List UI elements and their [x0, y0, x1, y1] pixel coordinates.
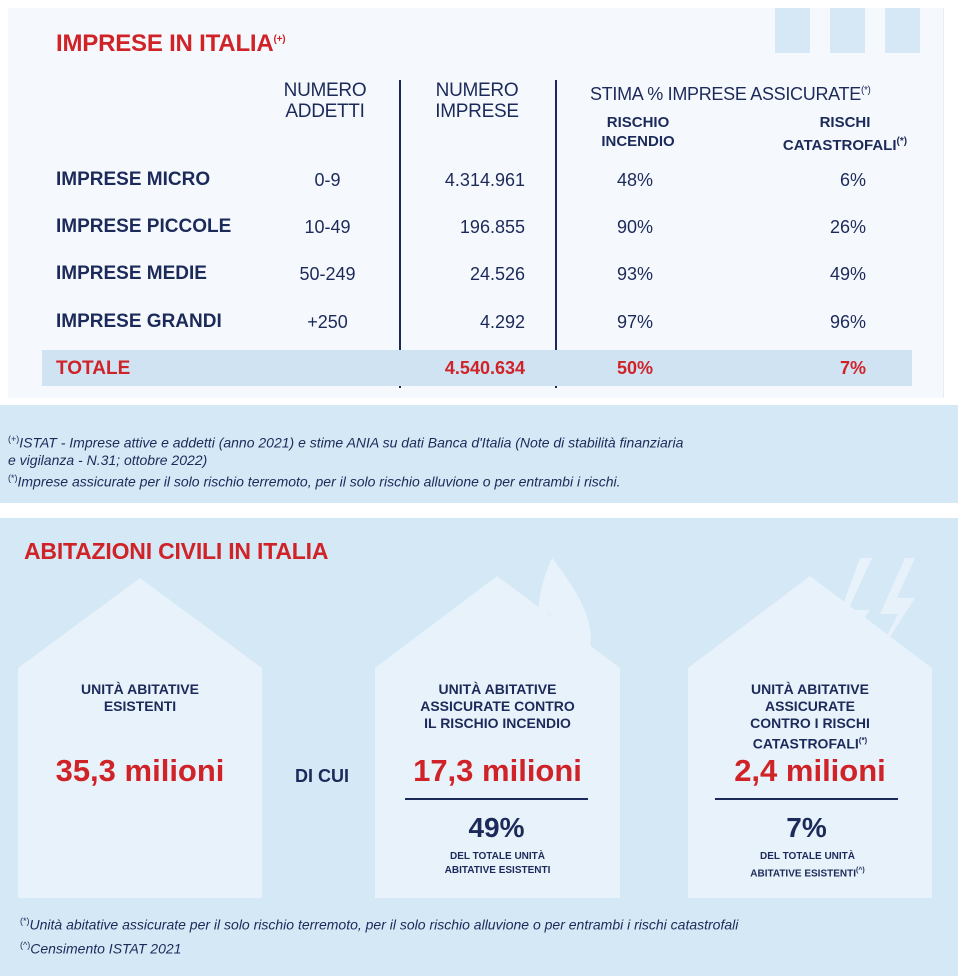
row-catastrofali: 26% — [829, 217, 866, 237]
imprese-title: IMPRESE IN ITALIA(+) — [56, 30, 286, 57]
house1-label: UNITÀ ABITATIVE ESISTENTI — [81, 681, 199, 714]
house2-percentage: 49% — [468, 812, 525, 843]
house2-sublabel: DEL TOTALE UNITÀ ABITATIVE ESISTENTI — [444, 851, 551, 876]
total-label: TOTALE — [56, 358, 131, 379]
row-incendio: 90% — [616, 217, 654, 237]
row-catastrofali: 96% — [829, 312, 866, 332]
house1-value: 35,3 milioni — [55, 753, 225, 788]
row-imprese: 24.526 — [469, 264, 525, 284]
divider-line — [715, 798, 898, 800]
row-addetti: 0-9 — [314, 170, 341, 190]
decorative-stripe — [885, 8, 920, 53]
header-numero-addetti: NUMERO ADDETTI — [283, 80, 367, 122]
decorative-stripe — [830, 8, 865, 53]
total-imprese: 4.540.634 — [444, 358, 525, 378]
house-icon — [18, 578, 262, 898]
row-catastrofali: 49% — [829, 264, 866, 284]
column-divider — [555, 80, 557, 388]
footnote: (*)Unità abitative assicurate per il solo rischio terremoto, per il solo rischio alluvione o per entrambi i rischi catastrofali (^)Censimento ISTAT 2021 — [20, 916, 739, 957]
house2-label: UNITÀ ABITATIVE ASSICURATE CONTRO IL RISCHIO INCENDIO — [420, 681, 575, 731]
row-imprese: 4.314.961 — [444, 170, 525, 190]
footnote: (+)ISTAT - Imprese attive e addetti (anno 2021) e stime ANIA su dati Banca d'Italia (Note di stabilità finanziaria e vigilanza - N.31; ottobre 2022) (*)Imprese assicurate per il solo rischio terremoto, per il solo rischio alluvione o per entrambi i rischi. — [8, 434, 684, 490]
column-divider — [399, 80, 401, 388]
row-catastrofali: 6% — [839, 170, 866, 190]
house2-value: 17,3 milioni — [413, 753, 582, 788]
house3-label: UNITÀ ABITATIVE ASSICURATE CONTRO I RISCHI CATASTROFALI(*) — [750, 681, 870, 752]
row-imprese: 4.292 — [479, 312, 525, 332]
house3-value: 2,4 milioni — [734, 753, 886, 788]
subheader-rischi-catastrofali: RISCHI CATASTROFALI(*) — [782, 114, 908, 154]
row-imprese: 196.855 — [459, 217, 525, 237]
abitazioni-title: ABITAZIONI CIVILI IN ITALIA — [24, 538, 329, 564]
row-label: IMPRESE MICRO — [56, 169, 211, 190]
row-incendio: 48% — [616, 170, 654, 190]
di-cui-label: DI CUI — [295, 766, 349, 786]
row-label: IMPRESE GRANDI — [56, 311, 222, 332]
house3-sublabel: DEL TOTALE UNITÀ ABITATIVE ESISTENTI(^) — [750, 851, 865, 880]
header-numero-imprese: NUMERO IMPRESE — [435, 80, 519, 122]
decorative-stripe — [775, 8, 810, 53]
row-label: IMPRESE MEDIE — [56, 263, 207, 284]
header-stima: STIMA % IMPRESE ASSICURATE(*) — [590, 84, 871, 104]
row-incendio: 93% — [616, 264, 654, 284]
subheader-rischio-incendio: RISCHIO INCENDIO — [601, 114, 675, 150]
row-addetti: +250 — [307, 312, 348, 332]
total-catastrofali: 7% — [839, 358, 866, 378]
divider-line — [405, 798, 588, 800]
house3-percentage: 7% — [786, 812, 827, 843]
row-addetti: 50-249 — [299, 264, 356, 284]
row-incendio: 97% — [616, 312, 654, 332]
row-label: IMPRESE PICCOLE — [56, 216, 232, 237]
imprese-panel — [8, 8, 944, 398]
total-incendio: 50% — [616, 358, 654, 378]
row-addetti: 10-49 — [304, 217, 351, 237]
